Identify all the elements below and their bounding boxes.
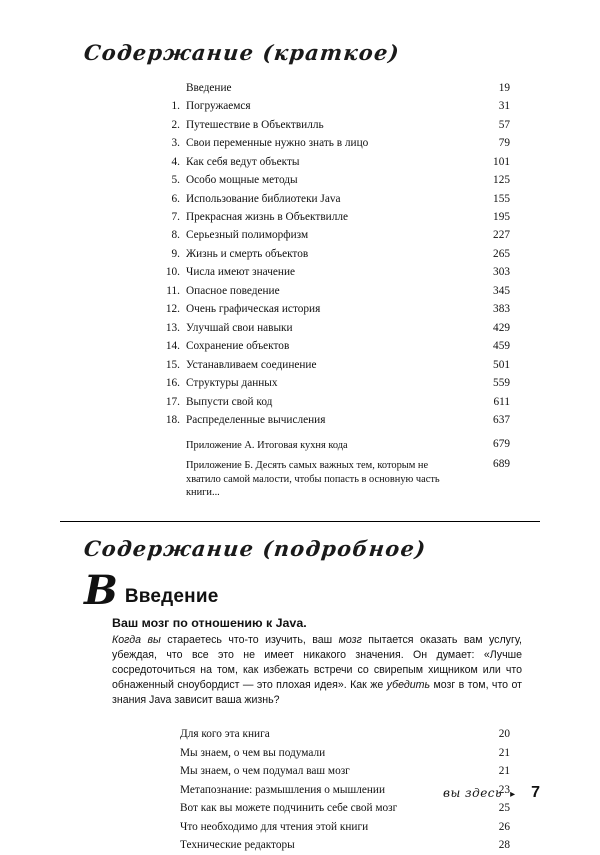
brief-toc-heading: Содержание (краткое) (82, 40, 402, 65)
toc-entry-title: Вот как вы можете подчинить себе свой мозг (180, 802, 398, 815)
toc-entry-page: 383 (493, 303, 510, 316)
toc-entry-page: 23 (498, 783, 510, 796)
toc-entry-page: 28 (498, 839, 510, 852)
toc-entry-title: Для кого эта книга (180, 728, 270, 741)
toc-entry-page: 429 (493, 321, 510, 334)
toc-entry-title: Очень графическая история (186, 303, 321, 316)
toc-entry-page: 501 (493, 358, 510, 371)
toc-entry-page: 345 (493, 284, 510, 297)
toc-entry[interactable] (180, 744, 510, 762)
toc-entry-title: Путешествие в Объектвилль (186, 118, 324, 131)
toc-entry[interactable] (160, 393, 510, 411)
toc-entry-page: 25 (498, 802, 510, 815)
toc-entry-page: 19 (498, 81, 510, 94)
toc-entry-number: 5. (171, 174, 180, 187)
toc-entry-title: Выпусти свой код (186, 395, 273, 408)
toc-entry[interactable] (160, 116, 510, 134)
toc-entry-page: 155 (493, 192, 510, 205)
toc-entry-number: 17. (165, 395, 180, 408)
footer-arrow-icon: ▸ (510, 789, 516, 800)
toc-entry-title: Опасное поведение (186, 284, 280, 297)
toc-entry-page: 195 (493, 210, 510, 223)
drop-cap: В (84, 566, 118, 614)
toc-entry-title: Структуры данных (186, 377, 278, 390)
toc-entry-number: 6. (171, 192, 180, 205)
toc-entry[interactable] (180, 837, 510, 855)
toc-entry[interactable] (180, 763, 510, 781)
toc-entry-title: Погружаемся (186, 100, 251, 113)
toc-entry-page: 689 (493, 458, 510, 471)
toc-entry-page: 611 (493, 395, 510, 408)
toc-entry-title: Приложение А. Итоговая кухня кода (186, 439, 348, 451)
toc-entry-title: Метапознание: размышления о мышлении (180, 783, 385, 796)
toc-entry-title: Мы знаем, о чем подумал ваш мозг (180, 765, 350, 778)
toc-entry-title: Введение (186, 81, 232, 94)
toc-entry-title: Использование библиотеки Java (186, 192, 341, 205)
toc-entry-number: 14. (165, 340, 180, 353)
toc-entry[interactable] (160, 134, 510, 152)
toc-entry[interactable] (160, 456, 510, 503)
intro-header (84, 566, 540, 614)
section-divider (60, 521, 540, 522)
toc-entry-number: 8. (171, 229, 180, 242)
toc-entry-title: Улучшай свои навыки (186, 321, 293, 334)
toc-entry-page: 637 (493, 414, 510, 427)
toc-entry-number: 18. (165, 414, 180, 427)
toc-entry-number: 16. (165, 377, 180, 390)
toc-entry-number: 7. (171, 210, 180, 223)
toc-entry-number: 4. (171, 155, 180, 168)
toc-entry-number: 2. (171, 118, 180, 131)
toc-entry-number: 12. (165, 303, 180, 316)
toc-entry-title: Жизнь и смерть объектов (186, 247, 309, 260)
toc-entry-page: 20 (498, 728, 510, 741)
toc-entry-title: Приложение Б. Десять самых важных тем, которым не хватило самой малости, чтобы попасть в основную часть книги... (186, 460, 440, 498)
detailed-toc-heading: Содержание (подробное) (82, 535, 428, 561)
toc-entry-title: Числа имеют значение (186, 266, 296, 279)
toc-entry-number: 9. (171, 247, 180, 260)
toc-entry[interactable] (160, 412, 510, 430)
toc-entry-title: Мы знаем, о чем вы подумали (180, 746, 326, 759)
toc-entry[interactable] (160, 301, 510, 319)
toc-entry-page: 679 (493, 437, 510, 450)
toc-entry[interactable] (160, 227, 510, 245)
toc-entry-number: 15. (165, 358, 180, 371)
toc-entry[interactable] (160, 153, 510, 171)
toc-entry-number: 11. (166, 284, 180, 297)
toc-entry-page: 303 (493, 266, 510, 279)
toc-entry[interactable] (180, 818, 510, 836)
intro-title: Введение (124, 585, 219, 607)
toc-entry[interactable] (160, 264, 510, 282)
toc-entry[interactable] (160, 356, 510, 374)
page-footer (60, 784, 540, 802)
toc-entry[interactable] (160, 245, 510, 263)
toc-entry-page: 21 (498, 746, 510, 759)
toc-entry[interactable] (160, 190, 510, 208)
toc-entry[interactable] (160, 282, 510, 300)
toc-entry-page: 459 (493, 340, 510, 353)
toc-entry-title: Как себя ведут объекты (186, 155, 300, 168)
toc-entry-title: Устанавливаем соединение (186, 358, 317, 371)
toc-entry-page: 227 (493, 229, 510, 242)
toc-entry-page: 26 (498, 820, 510, 833)
toc-entry[interactable] (160, 97, 510, 115)
toc-entry-title: Сохранение объектов (186, 340, 290, 353)
toc-entry-number: 1. (171, 100, 180, 113)
toc-entry-page: 31 (498, 100, 510, 113)
brief-toc-list (160, 79, 510, 503)
toc-entry-page: 101 (493, 155, 510, 168)
toc-entry[interactable] (160, 79, 510, 97)
toc-entry-page: 57 (498, 118, 510, 131)
toc-entry-number: 3. (171, 137, 180, 150)
toc-entry[interactable] (160, 171, 510, 189)
toc-entry-title: Технические редакторы (180, 839, 295, 852)
toc-entry-title: Что необходимо для чтения этой книги (180, 820, 369, 833)
toc-entry-number: 10. (165, 266, 180, 279)
toc-entry-page: 21 (498, 765, 510, 778)
footer-label: вы здесь (442, 786, 503, 800)
page-number: 7 (531, 784, 540, 801)
toc-entry[interactable] (160, 319, 510, 337)
toc-entry[interactable] (160, 338, 510, 356)
toc-entry-title: Серьезный полиморфизм (186, 229, 309, 242)
intro-body: Когда вы стараетесь что-то изучить, ваш мозг пытается оказать вам услугу, убеждая, что все это не имеет никакого значения. Он думает: «Лучше сосредоточиться на том, как избежать встречи со свирепым хищником или что обнаженный сноубордист — это плохая идея». Как же убедить мозг в том, что от знания Java зависит ваша жизнь? (112, 633, 522, 706)
intro-subtitle: Ваш мозг по отношению к Java. (112, 615, 307, 630)
toc-entry-title: Прекрасная жизнь в Объектвилле (186, 210, 348, 223)
toc-entry-page: 79 (498, 137, 510, 150)
toc-entry-page: 559 (493, 377, 510, 390)
toc-entry-title: Распределенные вычисления (186, 414, 326, 427)
toc-entry[interactable] (160, 208, 510, 226)
toc-entry[interactable] (160, 375, 510, 393)
toc-entry[interactable] (160, 435, 510, 456)
toc-entry-page: 265 (493, 247, 510, 260)
toc-entry-page: 125 (493, 174, 510, 187)
toc-entry-title: Свои переменные нужно знать в лицо (186, 137, 369, 150)
toc-entry-title: Особо мощные методы (186, 174, 298, 187)
toc-entry-number: 13. (165, 321, 180, 334)
toc-entry[interactable] (180, 726, 510, 744)
toc-entry[interactable] (180, 800, 510, 818)
